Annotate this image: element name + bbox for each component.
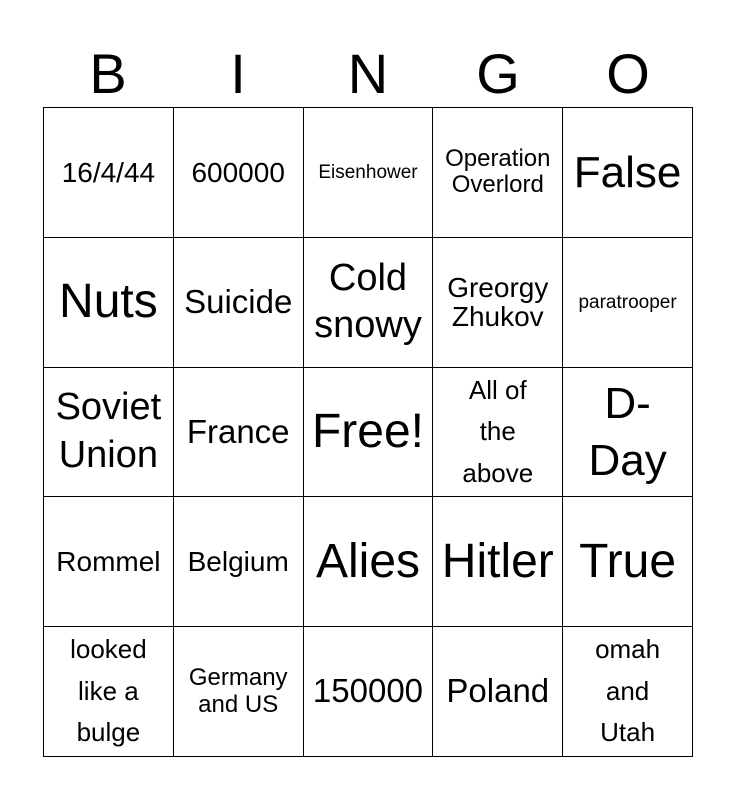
bingo-cell[interactable]: [563, 108, 693, 238]
cell-text: All of the above: [462, 374, 534, 488]
cell-text: Free!: [311, 405, 424, 459]
bingo-header: [43, 40, 693, 108]
bingo-cell[interactable]: [44, 368, 174, 498]
bingo-cell[interactable]: [433, 627, 563, 757]
bingo-cell[interactable]: [44, 497, 174, 627]
cell-text: Soviet Union: [55, 386, 162, 476]
cell-text: False: [573, 147, 682, 197]
cell-text: D- Day: [588, 378, 667, 485]
cell-text: paratrooper: [578, 291, 677, 313]
cell-text: France: [186, 412, 290, 450]
cell-text: Cold snowy: [314, 256, 422, 347]
bingo-cell[interactable]: [433, 238, 563, 368]
bingo-cell[interactable]: [563, 238, 693, 368]
cell-text: Eisenhower: [318, 161, 418, 183]
bingo-cell[interactable]: [304, 108, 434, 238]
cell-text: True: [579, 534, 677, 588]
bingo-cell[interactable]: [563, 497, 693, 627]
cell-text: Suicide: [184, 282, 293, 320]
bingo-grid: [43, 107, 693, 757]
bingo-cell[interactable]: [174, 497, 304, 627]
cell-text: 16/4/44: [61, 156, 156, 188]
header-letter-n: N: [347, 42, 389, 105]
bingo-cell[interactable]: [174, 108, 304, 238]
header-letter-o: O: [606, 42, 650, 105]
cell-text: 150000: [312, 672, 424, 710]
bingo-cell[interactable]: [304, 238, 434, 368]
cell-text: Alies: [315, 534, 421, 588]
bingo-cell[interactable]: [174, 627, 304, 757]
bingo-cell[interactable]: [304, 627, 434, 757]
cell-text: omah and Utah: [595, 634, 661, 748]
cell-text: Operation Overlord: [445, 144, 551, 199]
cell-text: Hitler: [441, 534, 554, 588]
bingo-cell[interactable]: [433, 368, 563, 498]
bingo-cell[interactable]: [174, 238, 304, 368]
bingo-cell[interactable]: [304, 497, 434, 627]
cell-text: Rommel: [56, 546, 161, 578]
bingo-cell[interactable]: [433, 497, 563, 627]
bingo-cell[interactable]: [44, 627, 174, 757]
header-letter-b: B: [89, 42, 127, 105]
cell-text: Poland: [446, 672, 550, 710]
bingo-cell[interactable]: [563, 627, 693, 757]
bingo-cell free-space[interactable]: [304, 368, 434, 498]
cell-text: Greorgy Zhukov: [447, 271, 549, 333]
cell-text: looked like a bulge: [70, 634, 147, 748]
cell-text: Germany and US: [188, 663, 288, 718]
cell-text: Nuts: [59, 275, 158, 329]
cell-text: 600000: [191, 156, 285, 188]
bingo-cell[interactable]: [433, 108, 563, 238]
cell-text: Belgium: [187, 546, 289, 578]
bingo-cell[interactable]: [44, 238, 174, 368]
bingo-cell[interactable]: [174, 368, 304, 498]
bingo-cell[interactable]: [563, 368, 693, 498]
header-letter-g: G: [476, 42, 520, 105]
bingo-cell[interactable]: [44, 108, 174, 238]
header-letter-i: I: [230, 42, 246, 105]
